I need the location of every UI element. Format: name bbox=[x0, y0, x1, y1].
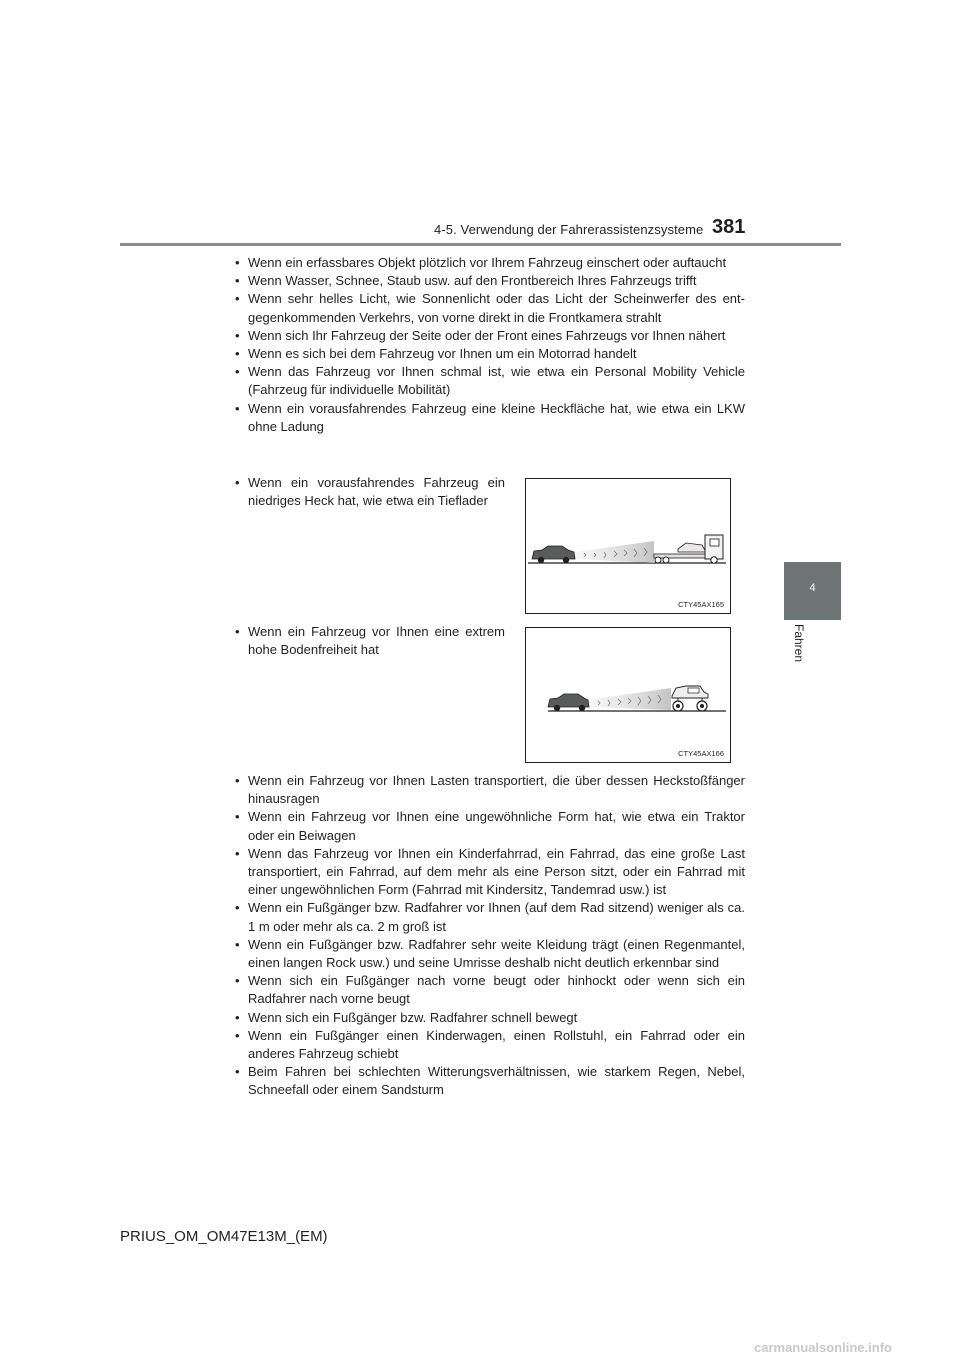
list-item: • Wenn sehr helles Licht, wie Sonnenlicht oder das Licht der Scheinwerfer des entgegenkommenden Verkehrs, von vorne direkt in die Frontkamera strahlt bbox=[235, 290, 745, 326]
low-loader-illustration bbox=[526, 479, 730, 613]
chapter-tab-number: 4 bbox=[809, 582, 816, 594]
figure-item-list-1 bbox=[235, 474, 505, 510]
list-item: • Wenn ein Fahrzeug vor Ihnen Lasten transportiert, die über dessen Heckstoßfänger hinausragen bbox=[235, 772, 745, 808]
chapter-label: Fahren bbox=[792, 624, 806, 663]
list-item: • Wenn ein Fahrzeug vor Ihnen eine extrem hohe Bodenfreiheit hat bbox=[235, 623, 505, 659]
list-item: • Wenn das Fahrzeug vor Ihnen schmal ist, wie etwa ein Personal Mobility Vehicle (Fahrzeug für individuelle Mobilität) bbox=[235, 363, 745, 399]
watermark: carmanualsonline.info bbox=[754, 1340, 892, 1355]
list-item: • Wenn das Fahrzeug vor Ihnen ein Kinderfahrrad, ein Fahrrad, das eine große Last transportiert, ein Fahrrad, auf dem mehr als eine Person sitzt, oder ein Fahrrad mit einer ungewöhnlichen Form (Fahrrad mit Kindersitz, Tandemrad usw.) ist bbox=[235, 845, 745, 900]
list-item: • Wenn ein Fußgänger bzw. Radfahrer sehr weite Kleidung trägt (einen Regenmantel, einen langen Rock usw.) und seine Umrisse deshalb nicht deutlich erkennbar sind bbox=[235, 936, 745, 972]
document-code: PRIUS_OM_OM47E13M_(EM) bbox=[120, 1228, 328, 1245]
list-item: • Beim Fahren bei schlechten Witterungsverhältnissen, wie starkem Regen, Nebel, Schneefall oder einem Sandsturm bbox=[235, 1063, 745, 1099]
high-clearance-illustration bbox=[526, 628, 730, 762]
list-item: • Wenn ein Fußgänger einen Kinderwagen, einen Rollstuhl, ein Fahrrad oder ein anderes Fahrzeug schiebt bbox=[235, 1027, 745, 1063]
figure-high-clearance-vehicle bbox=[525, 627, 731, 763]
list-item: • Wenn ein vorausfahrendes Fahrzeug ein niedriges Heck hat, wie etwa ein Tieflader bbox=[235, 474, 505, 510]
list-item: • Wenn es sich bei dem Fahrzeug vor Ihnen um ein Motorrad handelt bbox=[235, 345, 745, 363]
header-rule bbox=[120, 243, 841, 246]
list-item: • Wenn ein erfassbares Objekt plötzlich vor Ihrem Fahrzeug einschert oder auftaucht bbox=[235, 254, 745, 272]
list-item: • Wenn ein Fußgänger bzw. Radfahrer vor Ihnen (auf dem Rad sitzend) weniger als ca. 1 m oder mehr als ca. 2 m groß ist bbox=[235, 899, 745, 935]
page-number: 381 bbox=[712, 216, 746, 238]
bullet-list-top bbox=[235, 254, 745, 436]
chapter-tab bbox=[784, 562, 841, 620]
list-item: • Wenn ein vorausfahrendes Fahrzeug eine kleine Heckfläche hat, wie etwa ein LKW ohne Ladung bbox=[235, 400, 745, 436]
list-item: • Wenn sich ein Fußgänger nach vorne beugt oder hinhockt oder wenn sich ein Radfahrer nach vorne beugt bbox=[235, 972, 745, 1008]
list-item: • Wenn sich ein Fußgänger bzw. Radfahrer schnell bewegt bbox=[235, 1009, 745, 1027]
figure-item-list-2 bbox=[235, 623, 505, 659]
list-item: • Wenn ein Fahrzeug vor Ihnen eine ungewöhnliche Form hat, wie etwa ein Traktor oder ein Beiwagen bbox=[235, 808, 745, 844]
bullet-list-bottom bbox=[235, 772, 745, 1100]
list-item: • Wenn Wasser, Schnee, Staub usw. auf den Frontbereich Ihres Fahrzeugs trifft bbox=[235, 272, 745, 290]
figure-low-rear-truck bbox=[525, 478, 731, 614]
figure-code: CTY45AX165 bbox=[678, 600, 724, 609]
list-item: • Wenn sich Ihr Fahrzeug der Seite oder der Front eines Fahrzeugs vor Ihnen nähert bbox=[235, 327, 745, 345]
figure-code: CTY45AX166 bbox=[678, 749, 724, 758]
section-title: 4-5. Verwendung der Fahrerassistenzsysteme bbox=[434, 222, 704, 237]
